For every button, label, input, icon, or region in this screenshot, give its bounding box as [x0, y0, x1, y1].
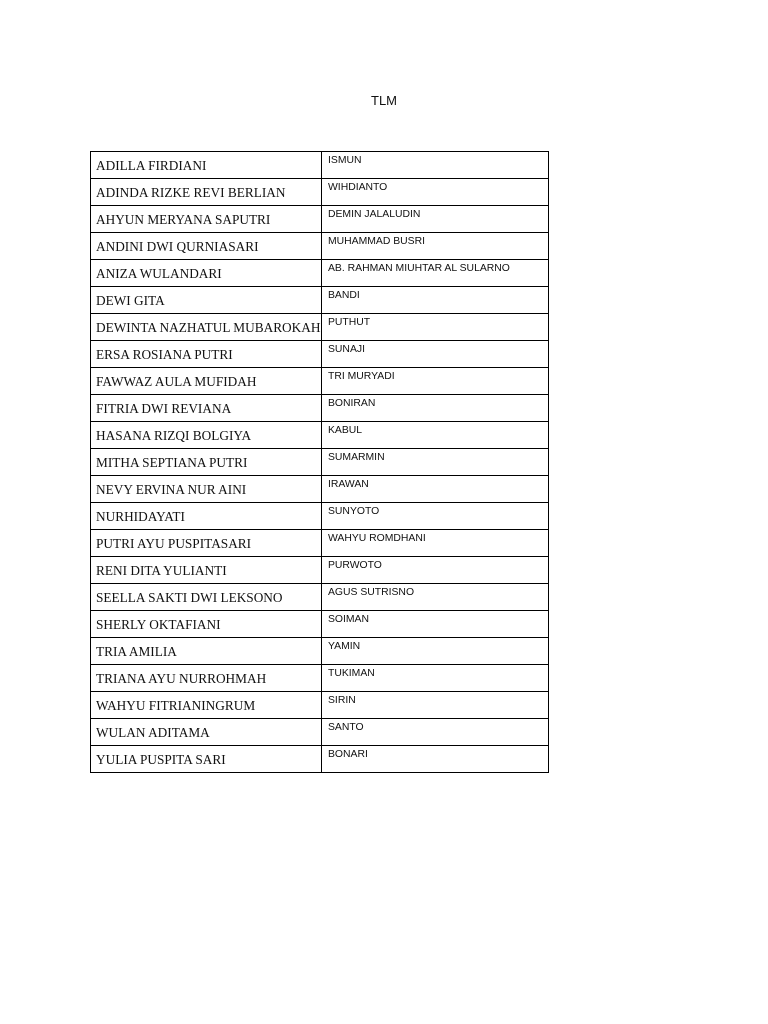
student-name-cell: ADILLA FIRDIANI: [91, 152, 322, 179]
table-row: [91, 152, 549, 179]
student-name-cell: PUTRI AYU PUSPITASARI: [91, 530, 322, 557]
student-name-cell: RENI DITA YULIANTI: [91, 557, 322, 584]
parent-name-cell: PURWOTO: [322, 557, 549, 584]
table-row: [91, 746, 549, 773]
parent-name-cell: IRAWAN: [322, 476, 549, 503]
student-name-cell: ERSA ROSIANA PUTRI: [91, 341, 322, 368]
table-row: [91, 422, 549, 449]
table-row: [91, 584, 549, 611]
parent-name-cell: YAMIN: [322, 638, 549, 665]
parent-name-cell: ISMUN: [322, 152, 549, 179]
table-row: [91, 638, 549, 665]
table-row: [91, 449, 549, 476]
table-row: [91, 719, 549, 746]
parent-name-cell: AGUS SUTRISNO: [322, 584, 549, 611]
table-row: [91, 557, 549, 584]
student-name-cell: WAHYU FITRIANINGRUM: [91, 692, 322, 719]
parent-name-cell: TUKIMAN: [322, 665, 549, 692]
student-name-cell: NEVY ERVINA NUR AINI: [91, 476, 322, 503]
student-name-cell: ANIZA WULANDARI: [91, 260, 322, 287]
document-title: TLM: [371, 93, 397, 108]
parent-name-cell: WAHYU ROMDHANI: [322, 530, 549, 557]
student-name-cell: FITRIA DWI REVIANA: [91, 395, 322, 422]
parent-name-cell: BANDI: [322, 287, 549, 314]
parent-name-cell: DEMIN JALALUDIN: [322, 206, 549, 233]
student-name-cell: DEWINTA NAZHATUL MUBAROKAH: [91, 314, 322, 341]
table-row: [91, 233, 549, 260]
student-name-cell: YULIA PUSPITA SARI: [91, 746, 322, 773]
student-name-cell: TRIANA AYU NURROHMAH: [91, 665, 322, 692]
student-name-cell: NURHIDAYATI: [91, 503, 322, 530]
student-name-cell: SHERLY OKTAFIANI: [91, 611, 322, 638]
table-body: [91, 152, 549, 773]
parent-name-cell: SUMARMIN: [322, 449, 549, 476]
student-name-cell: FAWWAZ AULA MUFIDAH: [91, 368, 322, 395]
parent-name-cell: WIHDIANTO: [322, 179, 549, 206]
student-name-cell: WULAN ADITAMA: [91, 719, 322, 746]
table-row: [91, 179, 549, 206]
student-name-cell: AHYUN MERYANA SAPUTRI: [91, 206, 322, 233]
table-row: [91, 368, 549, 395]
table-row: [91, 530, 549, 557]
table-row: [91, 395, 549, 422]
parent-name-cell: SUNYOTO: [322, 503, 549, 530]
parent-name-cell: PUTHUT: [322, 314, 549, 341]
student-name-cell: ANDINI DWI QURNIASARI: [91, 233, 322, 260]
parent-name-cell: AB. RAHMAN MIUHTAR AL SULARNO: [322, 260, 549, 287]
student-name-cell: SEELLA SAKTI DWI LEKSONO: [91, 584, 322, 611]
table-row: [91, 611, 549, 638]
parent-name-cell: BONIRAN: [322, 395, 549, 422]
parent-name-cell: KABUL: [322, 422, 549, 449]
parent-name-cell: SIRIN: [322, 692, 549, 719]
parent-name-cell: SANTO: [322, 719, 549, 746]
parent-name-cell: SOIMAN: [322, 611, 549, 638]
parent-name-cell: MUHAMMAD BUSRI: [322, 233, 549, 260]
table-row: [91, 503, 549, 530]
table-row: [91, 260, 549, 287]
table-row: [91, 314, 549, 341]
table-row: [91, 476, 549, 503]
student-name-cell: HASANA RIZQI BOLGIYA: [91, 422, 322, 449]
parent-name-cell: SUNAJI: [322, 341, 549, 368]
student-name-cell: TRIA AMILIA: [91, 638, 322, 665]
student-name-cell: DEWI GITA: [91, 287, 322, 314]
table-row: [91, 206, 549, 233]
name-table: [90, 151, 549, 773]
parent-name-cell: BONARI: [322, 746, 549, 773]
student-name-cell: MITHA SEPTIANA PUTRI: [91, 449, 322, 476]
parent-name-cell: TRI MURYADI: [322, 368, 549, 395]
table-row: [91, 287, 549, 314]
table-row: [91, 665, 549, 692]
student-name-cell: ADINDA RIZKE REVI BERLIAN: [91, 179, 322, 206]
table-row: [91, 692, 549, 719]
table-row: [91, 341, 549, 368]
